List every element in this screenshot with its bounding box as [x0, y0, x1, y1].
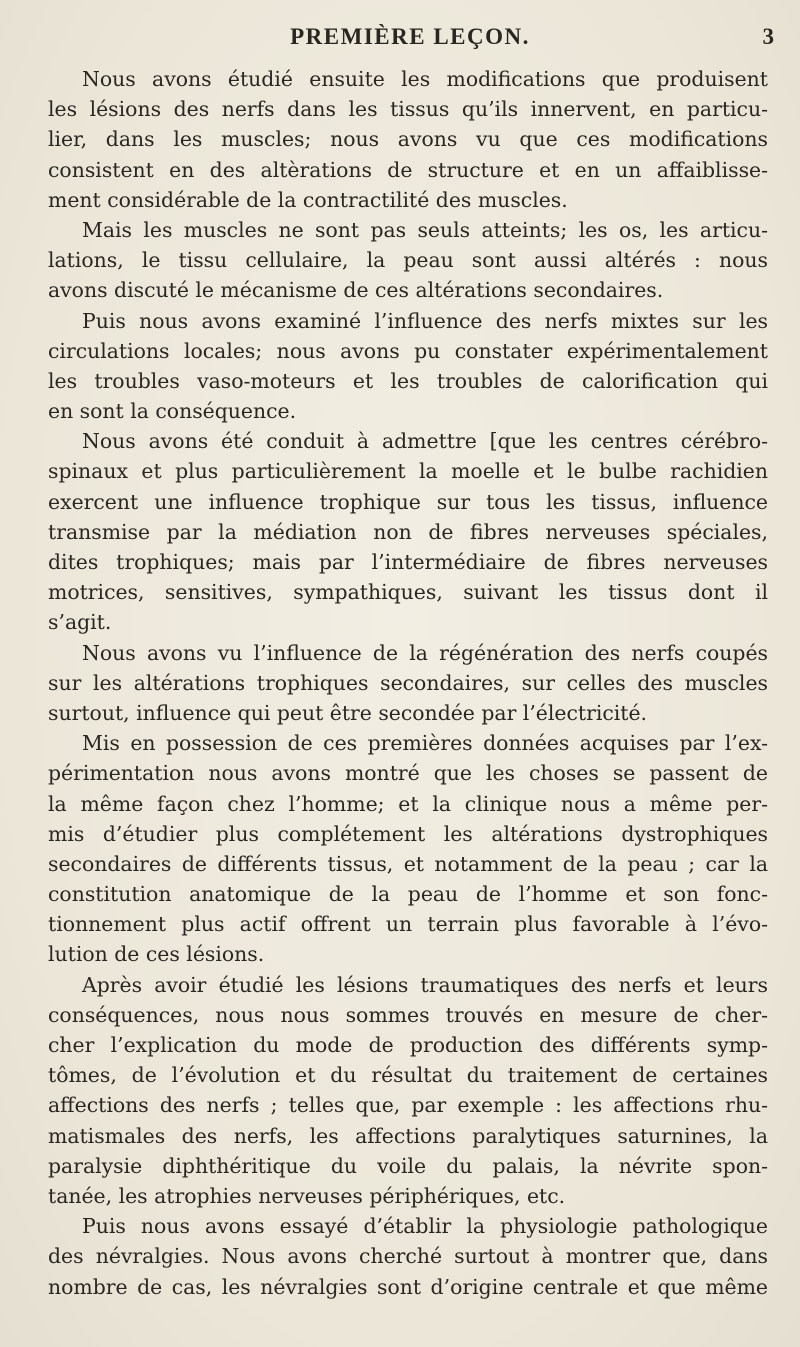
text-line: sur les altérations trophiques secondaires, sur celles des muscles	[48, 670, 768, 695]
text-line: Nous avons été conduit à admettre [que les centres cérébro-	[82, 429, 768, 454]
text-line: motrices, sensitives, sympathiques, suivant les tissus dont il	[48, 580, 768, 605]
text-line: périmentation nous avons montré que les choses se passent de	[48, 761, 768, 786]
text-line: lier, dans les muscles; nous avons vu que ces modifications	[48, 127, 768, 152]
text-line: Nous avons vu l’influence de la régénération des nerfs coupés	[82, 640, 768, 665]
paragraph	[48, 638, 768, 729]
text-line: Après avoir étudié les lésions traumatiques des nerfs et leurs	[82, 972, 768, 997]
running-title: PREMIÈRE LEÇON.	[290, 24, 530, 49]
text-line: constitution anatomique de la peau de l’homme et son fonc-	[48, 882, 768, 907]
text-line: ment considérable de la contractilité des muscles.	[48, 187, 568, 212]
text-line: les lésions des nerfs dans les tissus qu’ils innervent, en particu-	[48, 97, 768, 122]
text-line: avons discuté le mécanisme de ces altérations secondaires.	[48, 278, 664, 303]
text-line: lution de ces lésions.	[48, 942, 265, 967]
paragraph	[48, 426, 768, 637]
text-line: transmise par la médiation non de fibres nerveuses spéciales,	[48, 519, 768, 544]
paragraph	[48, 306, 768, 427]
text-line: surtout, influence qui peut être secondée par l’électricité.	[48, 700, 648, 725]
text-line: des névralgies. Nous avons cherché surtout à montrer que, dans	[48, 1244, 768, 1269]
text-line: Puis nous avons essayé d’établir la physiologie pathologique	[82, 1214, 768, 1239]
text-line: tionnement plus actif offrent un terrain plus favorable à l’évo-	[48, 912, 768, 937]
text-line: Mis en possession de ces premières données acquises par l’ex-	[82, 731, 768, 756]
text-line: conséquences, nous nous sommes trouvés en mesure de cher-	[48, 1002, 768, 1027]
text-line: lations, le tissu cellulaire, la peau sont aussi altérés : nous	[48, 248, 768, 273]
text-line: la même façon chez l’homme; et la clinique nous a même per-	[48, 791, 768, 816]
text-line: s’agit.	[48, 610, 112, 635]
paragraph	[48, 970, 768, 1212]
text-line: en sont la conséquence.	[48, 399, 297, 424]
text-line: dites trophiques; mais par l’intermédiaire de fibres nerveuses	[48, 550, 768, 574]
text-line: Puis nous avons examiné l’influence des nerfs mixtes sur les	[82, 308, 768, 333]
paragraph	[48, 1211, 768, 1302]
page-header	[40, 24, 780, 54]
text-line: cher l’explication du mode de production des différents symp-	[48, 1033, 768, 1057]
text-line: circulations locales; nous avons pu constater expérimentalement	[48, 338, 768, 363]
text-line: nombre de cas, les névralgies sont d’origine centrale et que même	[48, 1274, 768, 1299]
text-line: paralysie diphthéritique du voile du palais, la névrite spon-	[48, 1153, 768, 1178]
text-line: les troubles vaso-moteurs et les troubles de calorification qui	[48, 368, 768, 393]
text-line: mis d’étudier plus complétement les altérations dystrophiques	[48, 821, 768, 846]
paragraph	[48, 215, 768, 306]
page-number: 3	[762, 24, 774, 49]
text-line: exercent une influence trophique sur tous les tissus, influence	[48, 489, 768, 514]
text-line: affections des nerfs ; telles que, par exemple : les affections rhu-	[48, 1093, 768, 1118]
text-line: secondaires de différents tissus, et notamment de la peau ; car la	[48, 851, 768, 876]
text-line: consistent en des altèrations de structure et en un affaiblisse-	[48, 157, 768, 182]
text-line: Nous avons étudié ensuite les modifications que produisent	[82, 67, 768, 91]
text-line: Mais les muscles ne sont pas seuls atteints; les os, les articu-	[82, 217, 768, 242]
paragraph	[48, 64, 768, 215]
body-text	[48, 64, 768, 1302]
text-line: matismales des nerfs, les affections paralytiques saturnines, la	[48, 1123, 768, 1148]
text-line: spinaux et plus particulièrement la moelle et le bulbe rachidien	[48, 459, 768, 484]
paragraph	[48, 728, 768, 970]
text-line: tômes, de l’évolution et du résultat du traitement de certaines	[48, 1063, 768, 1088]
text-line: tanée, les atrophies nerveuses périphériques, etc.	[48, 1183, 566, 1208]
